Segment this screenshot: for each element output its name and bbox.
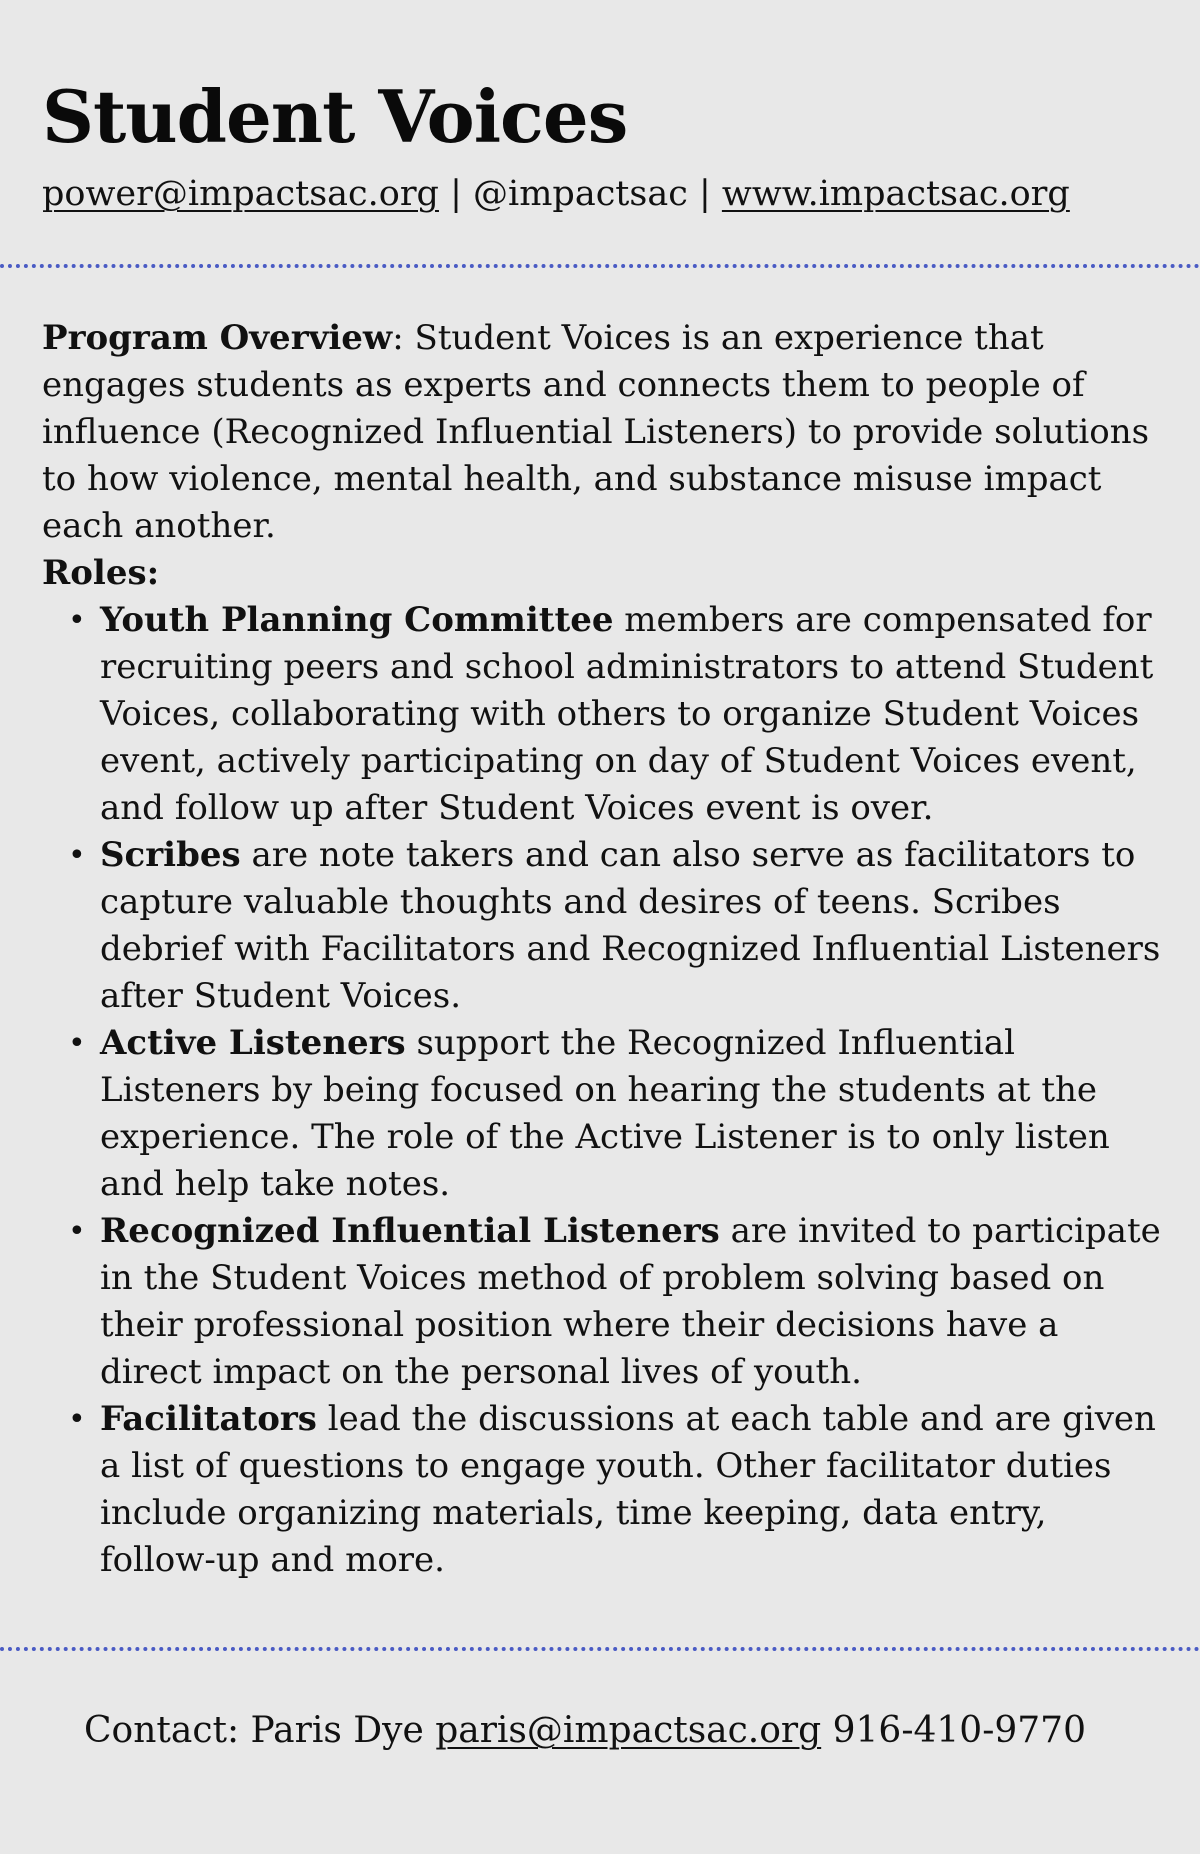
program-overview [42,315,1162,550]
roles-list [42,597,1162,1584]
footer-contact [84,1707,1086,1755]
bullet-icon: • [68,838,86,873]
bullet-icon: • [68,603,86,638]
contact-phone: 916-410-9770 [821,1710,1086,1751]
role-description: are invited to participate in the Student Voices method of problem solving based on their professional position where their decisions have a direct impact on the personal lives of youth. [100,1211,1161,1392]
role-item-recognized-influential-listeners [68,1208,1162,1396]
contact-name: Contact: Paris Dye [84,1710,436,1751]
role-item-active-listeners [68,1020,1162,1208]
bullet-icon: • [68,1402,86,1437]
role-title: Facilitators [100,1399,317,1439]
role-item-facilitators [68,1396,1162,1584]
bullet-icon: • [68,1214,86,1249]
role-description: lead the discussions at each table and are given a list of questions to engage youth. Other facilitator duties include organizing materials, time keeping, data entry, follow-up and more. [100,1399,1156,1580]
roles-heading: Roles: [42,553,160,593]
social-handle: @impactsac [473,174,688,214]
overview-colon: : [392,318,404,358]
page-title: Student Voices [42,74,628,159]
separator: | [698,174,711,214]
role-description: support the Recognized Influential Listeners by being focused on hearing the students at the experience. The role of the Active Listener is to only listen and help take notes. [100,1023,1110,1204]
header [42,72,1180,218]
role-item-scribes [68,832,1162,1020]
website-link[interactable]: www.impactsac.org [721,174,1070,214]
role-description: are note takers and can also serve as facilitators to capture valuable thoughts and desires of teens. Scribes debrief with Facilitators and Recognized Influential Listeners after Student Voices. [100,835,1161,1016]
dotted-divider-bottom [0,1647,1200,1651]
overview-text: Student Voices is an experience that engages students as experts and connects them to people of influence (Recognized Influential Listeners) to provide solutions to how violence, mental health, and substance misuse impact each another. [42,318,1150,546]
main-content [42,315,1162,1584]
overview-label: Program Overview [42,318,393,358]
role-title: Recognized Influential Listeners [100,1211,720,1251]
role-title: Youth Planning Committee [100,600,614,640]
dotted-divider-top [0,264,1200,268]
role-title: Active Listeners [100,1023,406,1063]
role-item-youth-planning-committee [68,597,1162,832]
separator: | [450,174,462,214]
role-title: Scribes [100,835,241,875]
header-contact-line [42,170,1180,218]
header-email-link[interactable]: power@impactsac.org [42,174,439,214]
contact-email-link[interactable]: paris@impactsac.org [435,1710,822,1751]
role-description: members are compensated for recruiting peers and school administrators to attend Student Voices, collaborating with others to organize Student Voices event, actively participating on day of Student Voices event, and follow up after Student Voices event is over. [100,600,1154,828]
bullet-icon: • [68,1026,86,1061]
